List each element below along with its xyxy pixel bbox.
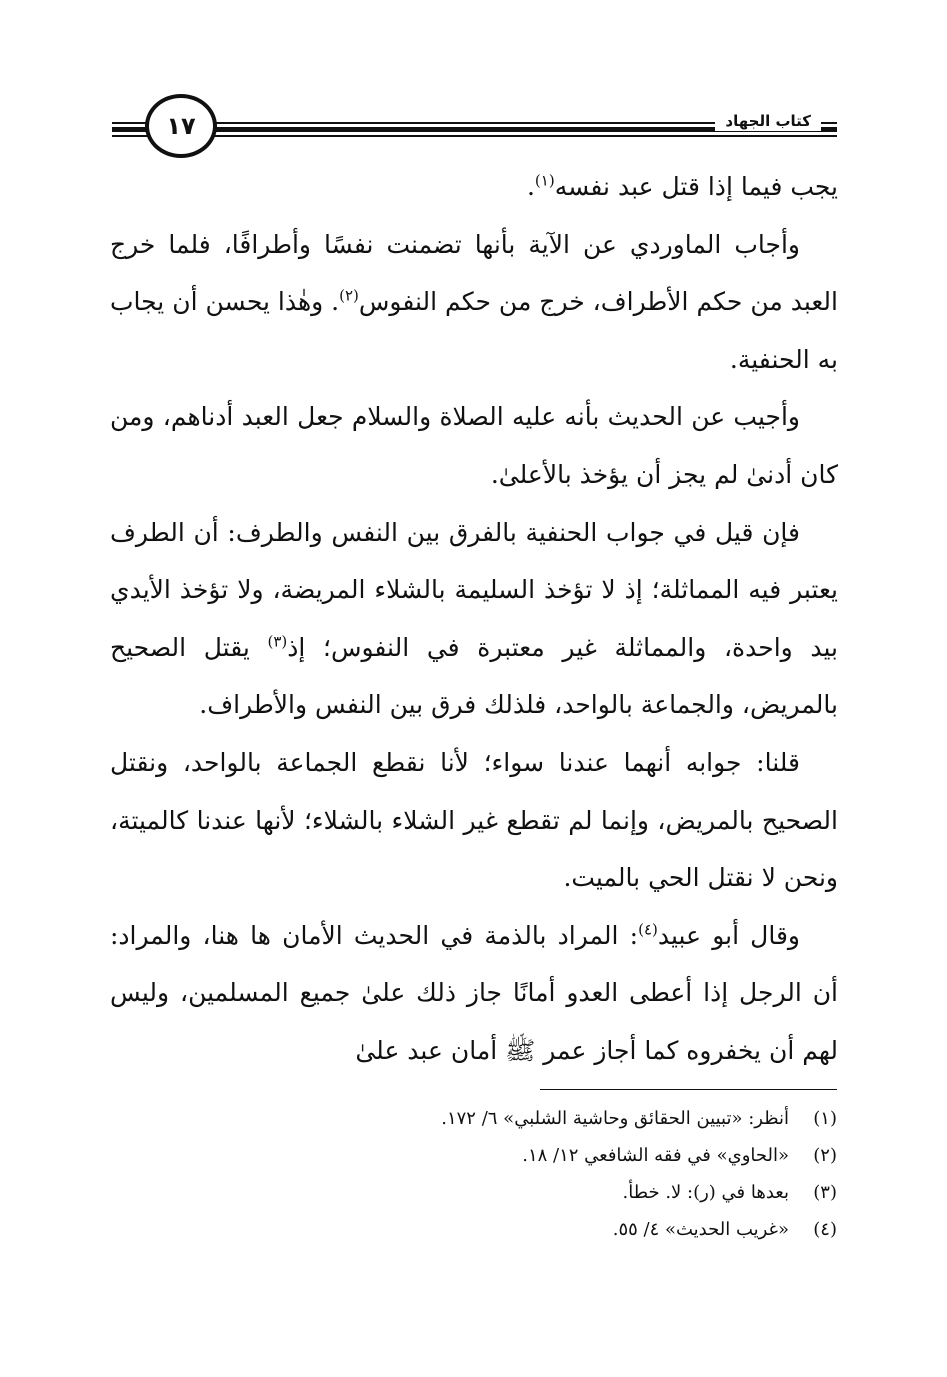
paragraph-2-text-b: . وهٰذا يحسن أن يجاب به الحنفية.	[110, 287, 838, 374]
book-title: كتاب الجهاد	[715, 111, 821, 131]
paragraph-6-text-a: وقال أبو عبيد	[657, 920, 800, 950]
paragraph-6	[110, 907, 838, 1080]
footnote-4	[300, 1211, 837, 1248]
footnote-separator	[540, 1089, 837, 1090]
running-header	[112, 92, 837, 162]
paragraph-2	[110, 216, 838, 389]
header-rule-thin-bottom	[112, 135, 837, 137]
paragraph-5-text: قلنا: جوابه أنهما عندنا سواء؛ لأنا نقطع الجماعة بالواحد، ونقتل الصحيح بالمريض، وإنما لم تقطع غير الشلاء بالشلاء؛ لأنها عندنا كالميتة، ونحن لا نقتل الحي بالميت.	[110, 747, 838, 893]
paragraph-5	[110, 734, 838, 907]
paragraph-3-text: وأجيب عن الحديث بأنه عليه الصلاة والسلام جعل العبد أدناهم، ومن كان أدنىٰ لم يجز أن يؤخذ بالأعلىٰ.	[110, 402, 838, 489]
footnote-ref-2: (٢)	[339, 286, 359, 305]
main-text	[110, 158, 838, 1080]
paragraph-1	[110, 158, 838, 216]
footnote-3-text: بعدها في (ر): لا. خطأ.	[622, 1182, 789, 1203]
footnote-2-number: (٢)	[813, 1145, 837, 1166]
paragraph-6-text-b: : المراد بالذمة في الحديث الأمان ها هنا، والمراد: أن الرجل إذا أعطى العدو أمانًا جاز ذلك علىٰ جميع المسلمين، وليس لهم أن يخفروه كما أجاز عمر ﷺ أمان عبد علىٰ	[110, 920, 838, 1065]
paragraph-1-end: .	[526, 172, 535, 201]
footnote-3	[300, 1174, 837, 1211]
footnote-1-text: أنظر: «تبيين الحقائق وحاشية الشلبي» ٦/ ١٧٢.	[441, 1108, 789, 1129]
paragraph-3	[110, 388, 838, 503]
footnote-1-number: (١)	[813, 1108, 837, 1129]
footnote-1	[300, 1100, 837, 1137]
footnote-2	[300, 1137, 837, 1174]
paragraph-4-text-a: فإن قيل في جواب الحنفية بالفرق بين النفس والطرف: أن الطرف يعتبر فيه المماثلة؛ إذ لا تؤخذ السليمة بالشلاء المريضة، ولا تؤخذ الأيدي بيد واحدة، والمماثلة غير معتبرة في النفوس؛ إذ	[110, 517, 839, 662]
footnote-ref-3: (٣)	[267, 632, 288, 651]
paragraph-4	[110, 504, 838, 734]
footnote-4-number: (٤)	[813, 1219, 837, 1240]
page-number-oval	[145, 94, 217, 158]
paragraph-4-text-b: يقتل الصحيح بالمريض، والجماعة بالواحد، فلذلك فرق بين النفس والأطراف.	[110, 632, 838, 720]
paragraph-1-text: يجب فيما إذا قتل عبد نفسه	[554, 172, 838, 201]
footnote-ref-1: (١)	[534, 171, 555, 190]
footnote-2-text: «الحاوي» في فقه الشافعي ١٢/ ١٨.	[522, 1145, 789, 1166]
footnote-4-text: «غريب الحديث» ٤/ ٥٥.	[612, 1219, 789, 1240]
footnotes	[300, 1100, 837, 1248]
footnote-ref-4: (٤)	[638, 920, 658, 939]
paragraph-2-text-a: وأجاب الماوردي عن الآية بأنها تضمنت نفسًا وأطرافًا، فلما خرج العبد من حكم الأطراف، خرج من حكم النفوس	[110, 229, 838, 317]
footnote-3-number: (٣)	[813, 1182, 837, 1203]
page-number: ١٧	[166, 112, 196, 140]
